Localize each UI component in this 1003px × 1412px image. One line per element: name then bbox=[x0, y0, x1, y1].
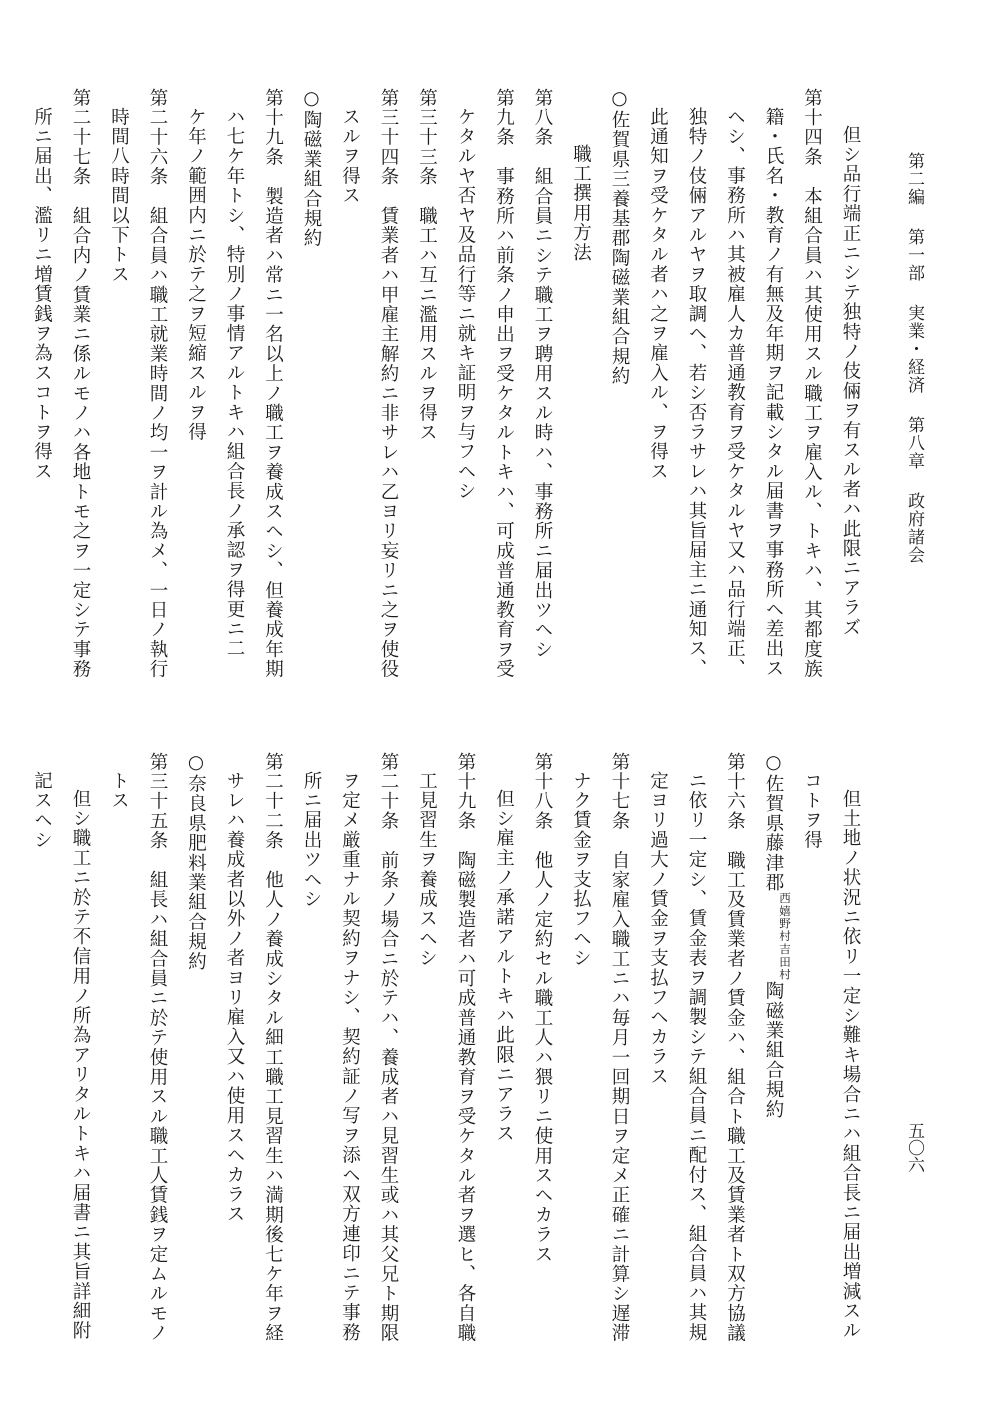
column-text: 第十七条 自家雇入職工ニハ毎月一回期日ヲ定メ正確ニ計算シ遅滞 bbox=[609, 752, 630, 1343]
column-text: 但シ品行端正ニシテ独特ノ伎倆ヲ有スル者ハ此限ニアラズ bbox=[840, 125, 861, 638]
text-column bbox=[754, 88, 793, 688]
column-text: 第十八条 他人ノ定約セル職工人ハ猥リニ使用スヘカラス bbox=[532, 752, 553, 1265]
text-column bbox=[446, 88, 485, 688]
column-text: ○佐賀県三養基郡陶磁業組合規約 bbox=[609, 88, 630, 386]
text-column bbox=[638, 752, 677, 1392]
column-text: 第二十条 前条ノ場合ニ於テハ、養成者ハ見習生或ハ其父兄ト期限 bbox=[378, 752, 399, 1343]
annotation-line: 西嬉野村 bbox=[778, 892, 792, 944]
text-column bbox=[99, 752, 138, 1392]
text-column bbox=[677, 752, 716, 1392]
column-text: 第十六条 職工及賃業者ノ賃金ハ、組合ト職工及賃業者ト双方協議 bbox=[724, 752, 746, 1343]
text-column bbox=[523, 88, 562, 688]
text-column bbox=[138, 752, 177, 1392]
text-column bbox=[61, 752, 100, 1392]
text-column bbox=[253, 88, 292, 688]
column-text: ヲ定メ厳重ナル契約ヲナシ、契約証ノ写ヲ添ヘ双方連印ニテ事務 bbox=[339, 770, 361, 1342]
lower-text-block bbox=[22, 752, 869, 1392]
text-column bbox=[22, 88, 61, 688]
column-text: 第二十二条 他人ノ養成シタル細工職工見習生ハ満期後七ケ年ヲ経 bbox=[262, 752, 284, 1343]
text-column bbox=[292, 88, 331, 688]
text-column bbox=[369, 88, 408, 688]
page-number: 五〇六 bbox=[904, 1122, 924, 1173]
column-text: 第二十七条 組合内ノ賃業ニ係ルモノハ各地トモ之ヲ一定シテ事務 bbox=[70, 88, 91, 679]
column-text: 第十四条 本組合員ハ其使用スル職工ヲ雇入ル、トキハ、其都度族 bbox=[801, 88, 823, 679]
column-text: ケ年ノ範囲内ニ於テ之ヲ短縮スルヲ得 bbox=[185, 106, 207, 442]
column-text: 工見習生ヲ養成スヘシ bbox=[416, 770, 438, 968]
column-text: 第三十五条 組長ハ組合員ニ於テ使用スル職工人賃銭ヲ定ムルモノ bbox=[147, 752, 168, 1343]
text-column bbox=[176, 752, 215, 1392]
header-chapter: 第八章 bbox=[904, 416, 924, 470]
column-text: 独特ノ伎倆アルヤヲ取調ヘ、若シ否ラサレハ其旨届主ニ通知ス、 bbox=[686, 106, 707, 678]
annotation-line: 吉田村 bbox=[778, 943, 792, 982]
column-text: 但シ雇主ノ承諾アルトキハ此限ニアラス bbox=[493, 789, 515, 1144]
text-column bbox=[292, 752, 331, 1392]
column-text: ハ七ケ年トシ、特別ノ事情アルトキハ組合長ノ承認ヲ得更ニ二 bbox=[224, 106, 245, 659]
text-column bbox=[600, 88, 639, 688]
column-text: 第十九条 製造者ハ常ニ一名以上ノ職工ヲ養成スヘシ、但養成年期 bbox=[262, 88, 284, 679]
header-category: 実業・経済 bbox=[904, 304, 924, 394]
text-column bbox=[792, 752, 831, 1392]
column-text: 但シ職工ニ於テ不信用ノ所為アリタルトキハ届書ニ其旨詳細附 bbox=[70, 789, 91, 1341]
header-part: 第二編 bbox=[904, 152, 924, 206]
text-column bbox=[638, 88, 677, 688]
column-text: トス bbox=[108, 770, 130, 810]
column-text: 第十九条 陶磁製造者ハ可成普通教育ヲ受ケタル者ヲ選ヒ、各自職 bbox=[455, 752, 476, 1343]
column-text: 第三十三条 職工ハ互ニ濫用スルヲ得ス bbox=[416, 88, 438, 443]
column-text: 時間八時間以下トス bbox=[108, 106, 130, 284]
column-text: 但土地ノ状況ニ依リ一定シ難キ場合ニハ組合長ニ届出増減スル bbox=[840, 789, 861, 1341]
text-column bbox=[754, 752, 793, 1392]
text-column bbox=[61, 88, 100, 688]
text-column bbox=[215, 88, 254, 688]
text-column bbox=[138, 88, 177, 688]
header-section: 第一部 bbox=[904, 228, 924, 282]
column-text: ケタルヤ否ヤ及品行等ニ就キ証明ヲ与フヘシ bbox=[455, 106, 476, 501]
text-column bbox=[369, 752, 408, 1392]
text-column bbox=[407, 752, 446, 1392]
column-text: スルヲ得ス bbox=[339, 106, 361, 205]
text-column bbox=[99, 88, 138, 688]
text-column bbox=[253, 752, 292, 1392]
column-text: ○奈良県肥料業組合規約 bbox=[185, 752, 207, 972]
text-column bbox=[831, 88, 870, 688]
running-header bbox=[896, 152, 932, 592]
text-column bbox=[330, 752, 369, 1392]
column-text: ○陶磁業組合規約 bbox=[301, 88, 322, 249]
column-text: 所ニ届出、濫リニ増賃銭ヲ為スコトヲ得ス bbox=[31, 106, 53, 481]
text-column bbox=[407, 88, 446, 688]
text-column bbox=[484, 752, 523, 1392]
text-column bbox=[22, 752, 61, 1392]
text-column bbox=[677, 88, 716, 688]
text-column bbox=[215, 752, 254, 1392]
text-column bbox=[561, 88, 600, 688]
column-text: 籍・氏名・教育ノ有無及年期ヲ記載シタル届書ヲ事務所ヘ差出ス bbox=[763, 106, 784, 678]
text-column bbox=[446, 752, 485, 1392]
column-text: ヘシ、事務所ハ其被雇人カ普通教育ヲ受ケタルヤ又ハ品行端正、 bbox=[724, 106, 746, 678]
text-column bbox=[715, 752, 754, 1392]
column-text-after: 陶磁業組合規約 bbox=[763, 981, 784, 1120]
header-chapter-title: 政府諸会 bbox=[904, 492, 924, 564]
text-column bbox=[561, 752, 600, 1392]
upper-text-block bbox=[22, 88, 869, 688]
column-text: 第三十四条 賃業者ハ甲雇主解約ニ非サレハ乙ヨリ妄リニ之ヲ使役 bbox=[378, 88, 399, 679]
column-text: 記スヘシ bbox=[31, 770, 53, 850]
column-text: 所ニ届出ツヘシ bbox=[301, 770, 322, 909]
column-text: 第二十六条 組合員ハ職工就業時間ノ均一ヲ計ル為メ、一日ノ執行 bbox=[147, 88, 168, 679]
column-text: サレハ養成者以外ノ者ヨリ雇入又ハ使用スヘカラス bbox=[224, 770, 245, 1224]
column-text: ニ依リ一定シ、賃金表ヲ調製シテ組合員ニ配付ス、組合員ハ其規 bbox=[686, 770, 707, 1342]
column-text: 第八条 組合員ニシテ職工ヲ聘用スル時ハ、事務所ニ届出ツヘシ bbox=[532, 88, 553, 660]
column-text: コトヲ得 bbox=[801, 770, 823, 850]
text-column bbox=[600, 752, 639, 1392]
column-text: ○佐賀県藤津郡 bbox=[763, 752, 784, 893]
column-text: ナク賃金ヲ支払フヘシ bbox=[570, 770, 592, 968]
text-column bbox=[792, 88, 831, 688]
text-column bbox=[176, 88, 215, 688]
column-text: 職工撰用方法 bbox=[570, 143, 592, 262]
inline-annotation bbox=[778, 892, 792, 981]
column-text: 定ヨリ過大ノ賃金ヲ支払フヘカラス bbox=[647, 770, 669, 1086]
column-text: 此通知ヲ受ケタル者ハ之ヲ雇入ル、ヲ得ス bbox=[647, 106, 669, 481]
text-column bbox=[484, 88, 523, 688]
column-text: 第九条 事務所ハ前条ノ申出ヲ受ケタルトキハ、可成普通教育ヲ受 bbox=[493, 88, 515, 679]
text-column bbox=[831, 752, 870, 1392]
text-column bbox=[523, 752, 562, 1392]
text-column bbox=[330, 88, 369, 688]
text-column bbox=[715, 88, 754, 688]
